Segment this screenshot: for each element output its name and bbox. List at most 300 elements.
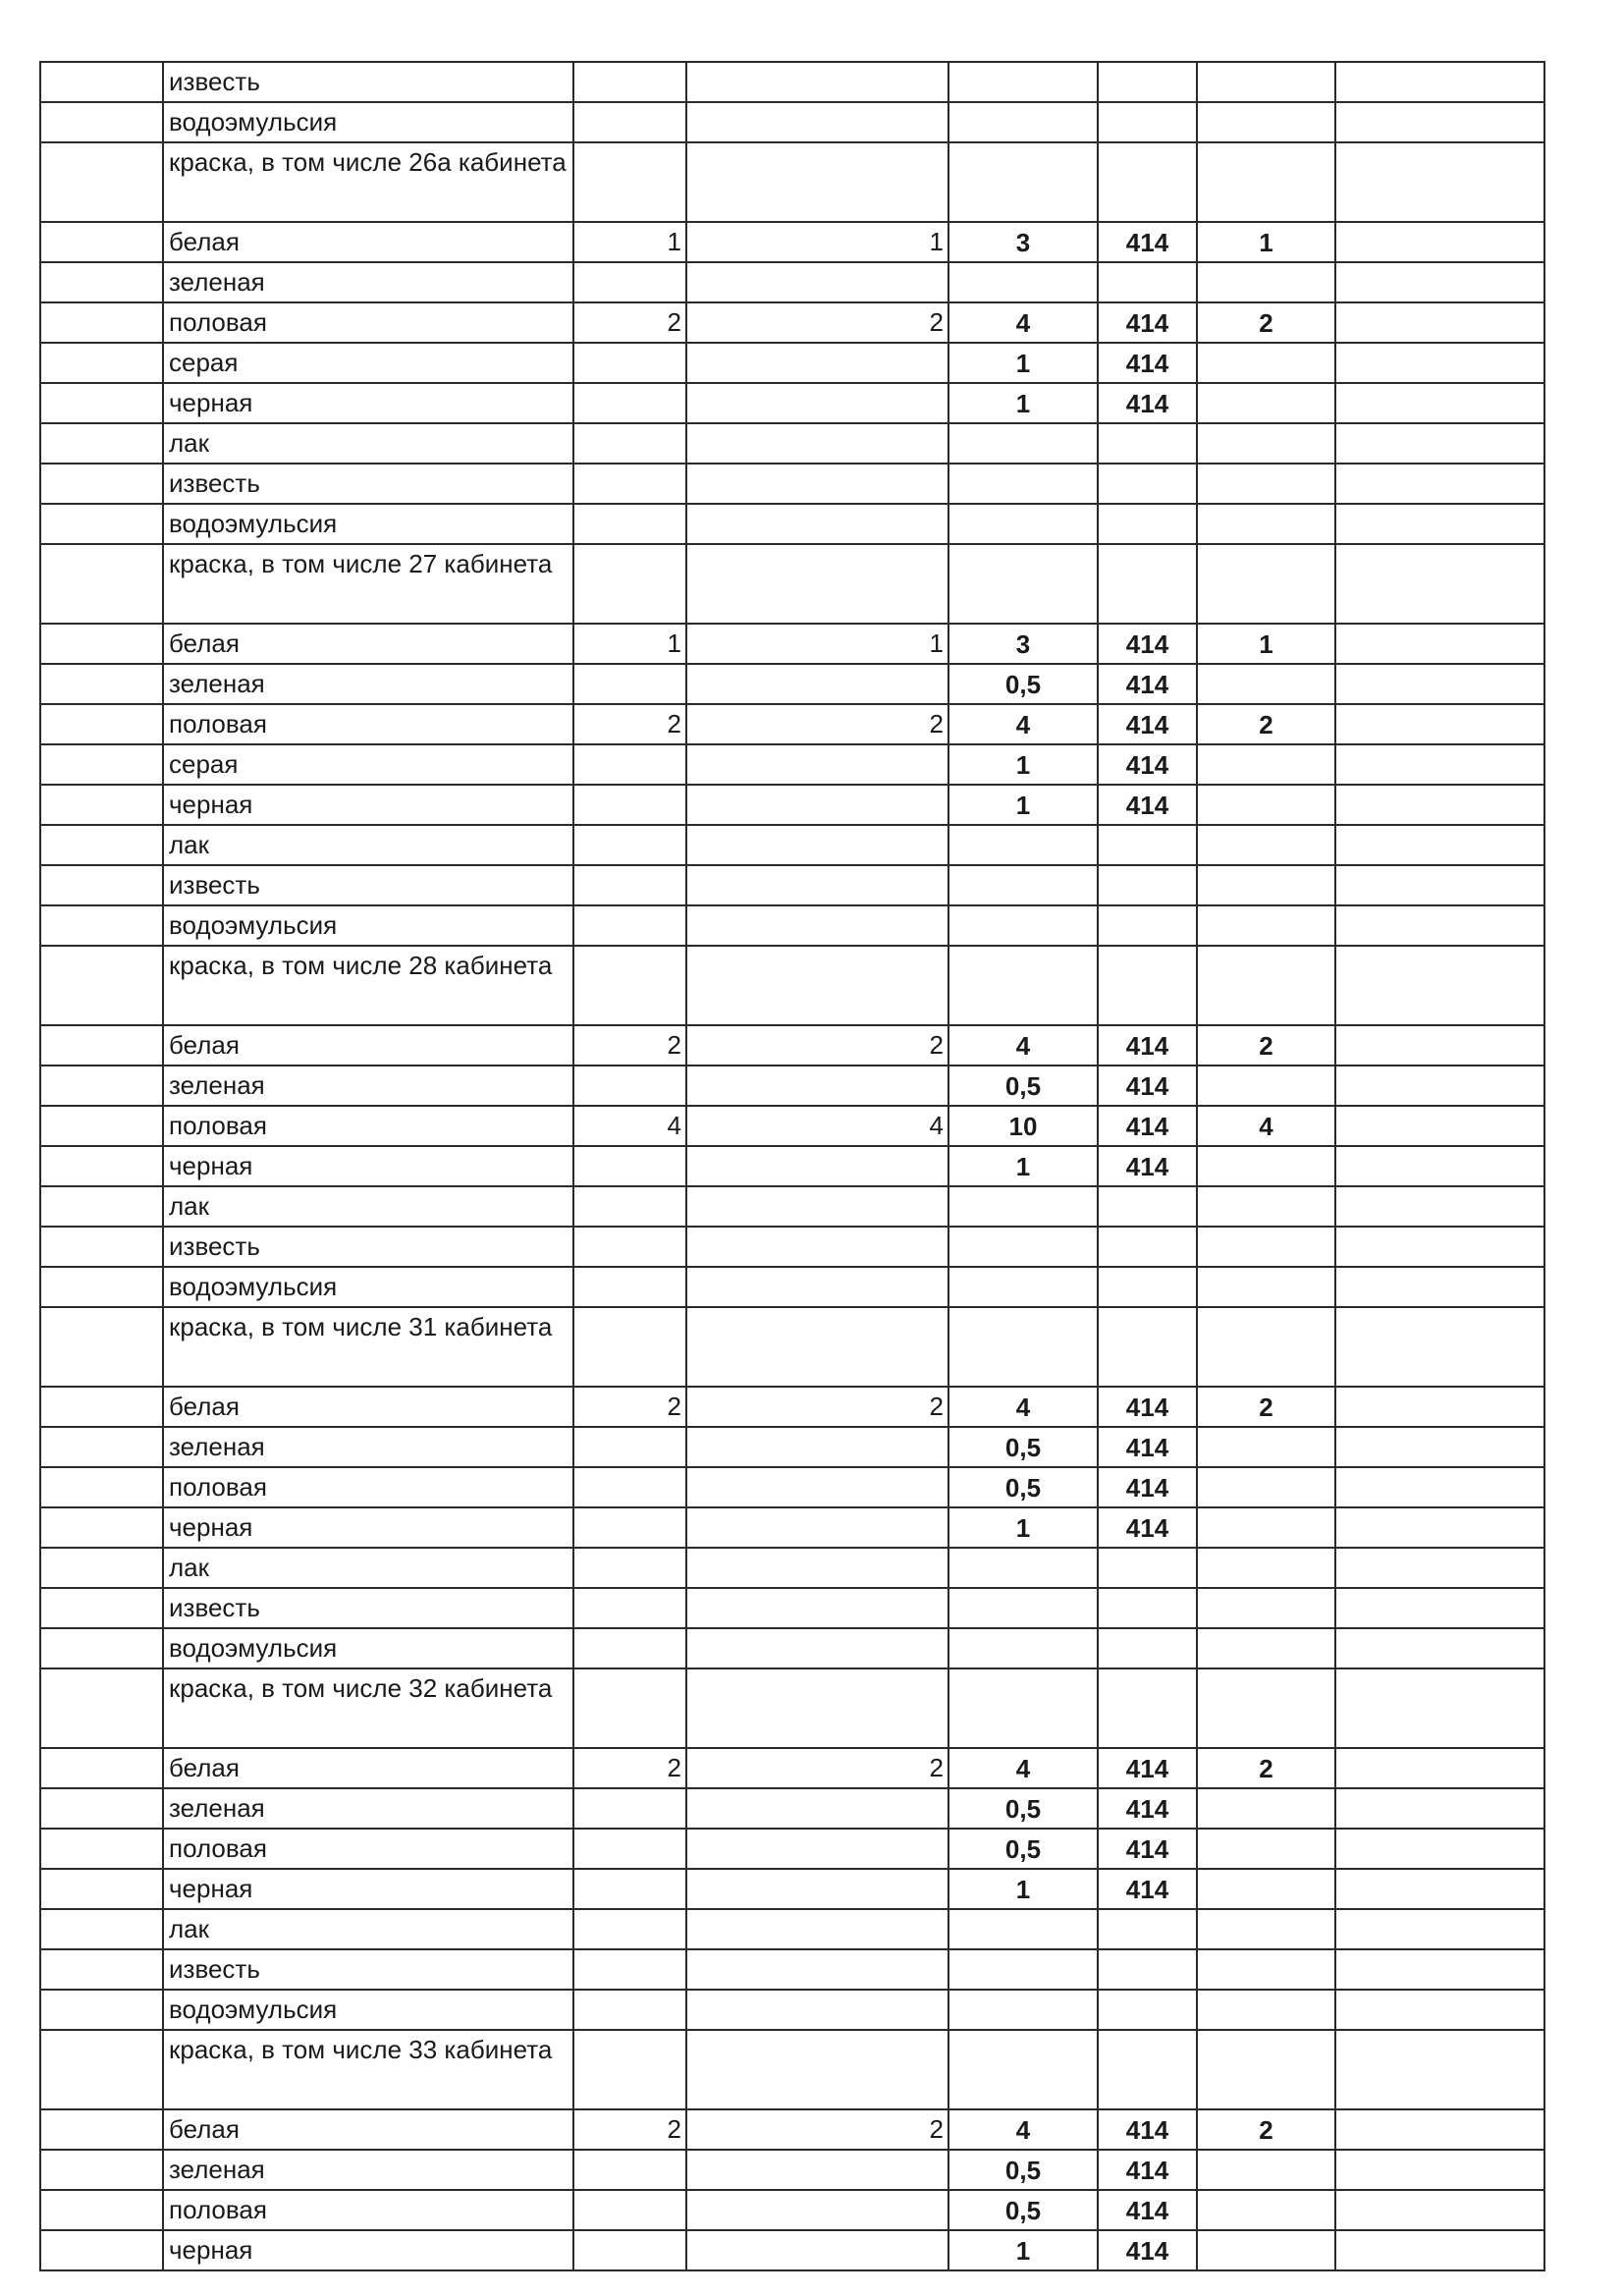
quantity-cell-b xyxy=(686,664,948,704)
table-row xyxy=(40,1066,1544,1106)
notes-cell xyxy=(1335,1227,1544,1267)
code-cell xyxy=(1098,1267,1197,1307)
quantity-cell-b xyxy=(686,1066,948,1106)
quantity-cell-b: 2 xyxy=(686,1025,948,1066)
quantity-cell-c: 1 xyxy=(948,744,1098,785)
table-row xyxy=(40,1668,1544,1748)
quantity-cell-c: 1 xyxy=(948,785,1098,825)
notes-cell xyxy=(1335,464,1544,504)
row-index-cell xyxy=(40,1909,163,1949)
quantity-cell-a xyxy=(573,142,686,222)
material-name-cell: краска, в том числе 28 кабинета xyxy=(163,946,573,1025)
code-cell: 414 xyxy=(1098,624,1197,664)
quantity-cell-a xyxy=(573,1507,686,1548)
code-cell: 414 xyxy=(1098,302,1197,343)
material-name-cell: черная xyxy=(163,785,573,825)
code-cell xyxy=(1098,423,1197,464)
material-name-cell: краска, в том числе 26а кабинета xyxy=(163,142,573,222)
row-index-cell xyxy=(40,423,163,464)
quantity-cell-d xyxy=(1197,504,1335,544)
quantity-cell-a xyxy=(573,2150,686,2190)
quantity-cell-b xyxy=(686,1949,948,1990)
material-name-cell: серая xyxy=(163,744,573,785)
quantity-cell-b xyxy=(686,825,948,865)
notes-cell xyxy=(1335,62,1544,102)
quantity-cell-d xyxy=(1197,1307,1335,1387)
quantity-cell-a: 2 xyxy=(573,704,686,744)
material-name-cell: зеленая xyxy=(163,1427,573,1467)
notes-cell xyxy=(1335,423,1544,464)
notes-cell xyxy=(1335,1267,1544,1307)
row-index-cell xyxy=(40,1949,163,1990)
quantity-cell-a xyxy=(573,1788,686,1829)
row-index-cell xyxy=(40,102,163,142)
quantity-cell-a xyxy=(573,1467,686,1507)
quantity-cell-a xyxy=(573,1949,686,1990)
material-name-cell: водоэмульсия xyxy=(163,102,573,142)
quantity-cell-d: 2 xyxy=(1197,1387,1335,1427)
row-index-cell xyxy=(40,142,163,222)
notes-cell xyxy=(1335,1909,1544,1949)
quantity-cell-c xyxy=(948,1227,1098,1267)
notes-cell xyxy=(1335,785,1544,825)
table-row xyxy=(40,262,1544,302)
table-row xyxy=(40,1025,1544,1066)
row-index-cell xyxy=(40,1427,163,1467)
row-index-cell xyxy=(40,1146,163,1186)
quantity-cell-c xyxy=(948,1668,1098,1748)
quantity-cell-b xyxy=(686,1307,948,1387)
notes-cell xyxy=(1335,825,1544,865)
code-cell xyxy=(1098,946,1197,1025)
row-index-cell xyxy=(40,1467,163,1507)
table-row xyxy=(40,744,1544,785)
row-index-cell xyxy=(40,1106,163,1146)
quantity-cell-c: 0,5 xyxy=(948,2190,1098,2230)
quantity-cell-b xyxy=(686,865,948,905)
notes-cell xyxy=(1335,1829,1544,1869)
table-row xyxy=(40,1829,1544,1869)
quantity-cell-a xyxy=(573,464,686,504)
quantity-cell-c xyxy=(948,62,1098,102)
quantity-cell-b xyxy=(686,1869,948,1909)
material-name-cell: лак xyxy=(163,1186,573,1227)
quantity-cell-b xyxy=(686,544,948,624)
quantity-cell-c xyxy=(948,946,1098,1025)
notes-cell xyxy=(1335,102,1544,142)
material-name-cell: водоэмульсия xyxy=(163,504,573,544)
material-name-cell: черная xyxy=(163,383,573,423)
notes-cell xyxy=(1335,1186,1544,1227)
code-cell: 414 xyxy=(1098,343,1197,383)
table-row xyxy=(40,1628,1544,1668)
quantity-cell-d xyxy=(1197,2150,1335,2190)
quantity-cell-a: 1 xyxy=(573,222,686,262)
row-index-cell xyxy=(40,744,163,785)
material-name-cell: зеленая xyxy=(163,664,573,704)
quantity-cell-d xyxy=(1197,102,1335,142)
quantity-cell-c: 0,5 xyxy=(948,1788,1098,1829)
quantity-cell-b xyxy=(686,905,948,946)
row-index-cell xyxy=(40,664,163,704)
quantity-cell-d xyxy=(1197,744,1335,785)
row-index-cell xyxy=(40,1668,163,1748)
material-name-cell: зеленая xyxy=(163,262,573,302)
quantity-cell-d xyxy=(1197,343,1335,383)
code-cell: 414 xyxy=(1098,1507,1197,1548)
code-cell xyxy=(1098,142,1197,222)
quantity-cell-b xyxy=(686,1628,948,1668)
row-index-cell xyxy=(40,1307,163,1387)
notes-cell xyxy=(1335,2030,1544,2109)
quantity-cell-a xyxy=(573,865,686,905)
quantity-cell-b xyxy=(686,62,948,102)
material-name-cell: лак xyxy=(163,825,573,865)
table-row xyxy=(40,1427,1544,1467)
quantity-cell-a xyxy=(573,744,686,785)
material-name-cell: половая xyxy=(163,1829,573,1869)
quantity-cell-d xyxy=(1197,946,1335,1025)
code-cell: 414 xyxy=(1098,2190,1197,2230)
quantity-cell-a xyxy=(573,1990,686,2030)
row-index-cell xyxy=(40,1025,163,1066)
material-name-cell: половая xyxy=(163,2190,573,2230)
material-name-cell: белая xyxy=(163,2109,573,2150)
quantity-cell-a xyxy=(573,1427,686,1467)
quantity-cell-d xyxy=(1197,865,1335,905)
quantity-cell-d xyxy=(1197,1467,1335,1507)
material-name-cell: известь xyxy=(163,1588,573,1628)
quantity-cell-d xyxy=(1197,1267,1335,1307)
notes-cell xyxy=(1335,704,1544,744)
code-cell xyxy=(1098,1588,1197,1628)
quantity-cell-c xyxy=(948,825,1098,865)
material-name-cell: черная xyxy=(163,1507,573,1548)
quantity-cell-c xyxy=(948,1990,1098,2030)
row-index-cell xyxy=(40,544,163,624)
row-index-cell xyxy=(40,1186,163,1227)
quantity-cell-c xyxy=(948,1548,1098,1588)
quantity-cell-a xyxy=(573,343,686,383)
notes-cell xyxy=(1335,1949,1544,1990)
table-row xyxy=(40,1869,1544,1909)
row-index-cell xyxy=(40,302,163,343)
table-row xyxy=(40,1106,1544,1146)
row-index-cell xyxy=(40,222,163,262)
row-index-cell xyxy=(40,1748,163,1788)
quantity-cell-d xyxy=(1197,142,1335,222)
notes-cell xyxy=(1335,544,1544,624)
row-index-cell xyxy=(40,1507,163,1548)
quantity-cell-b xyxy=(686,1507,948,1548)
quantity-cell-a xyxy=(573,2230,686,2270)
row-index-cell xyxy=(40,2190,163,2230)
quantity-cell-c xyxy=(948,1909,1098,1949)
code-cell xyxy=(1098,905,1197,946)
row-index-cell xyxy=(40,1869,163,1909)
table-row xyxy=(40,2230,1544,2270)
notes-cell xyxy=(1335,624,1544,664)
row-index-cell xyxy=(40,1829,163,1869)
quantity-cell-d xyxy=(1197,383,1335,423)
notes-cell xyxy=(1335,222,1544,262)
notes-cell xyxy=(1335,664,1544,704)
code-cell xyxy=(1098,1668,1197,1748)
code-cell xyxy=(1098,1186,1197,1227)
quantity-cell-a xyxy=(573,1829,686,1869)
quantity-cell-a xyxy=(573,544,686,624)
row-index-cell xyxy=(40,1990,163,2030)
code-cell xyxy=(1098,1628,1197,1668)
quantity-cell-c xyxy=(948,1267,1098,1307)
notes-cell xyxy=(1335,865,1544,905)
quantity-cell-c xyxy=(948,1307,1098,1387)
material-name-cell: белая xyxy=(163,1748,573,1788)
quantity-cell-b: 1 xyxy=(686,624,948,664)
quantity-cell-b: 4 xyxy=(686,1106,948,1146)
quantity-cell-c: 1 xyxy=(948,343,1098,383)
quantity-cell-c xyxy=(948,102,1098,142)
quantity-cell-b xyxy=(686,785,948,825)
quantity-cell-a: 1 xyxy=(573,624,686,664)
quantity-cell-b: 2 xyxy=(686,1748,948,1788)
inventory-table-sheet xyxy=(39,61,1543,2271)
quantity-cell-d xyxy=(1197,1146,1335,1186)
quantity-cell-d xyxy=(1197,423,1335,464)
code-cell xyxy=(1098,865,1197,905)
quantity-cell-c xyxy=(948,1186,1098,1227)
material-name-cell: известь xyxy=(163,865,573,905)
quantity-cell-b xyxy=(686,2190,948,2230)
material-name-cell: половая xyxy=(163,302,573,343)
quantity-cell-a: 2 xyxy=(573,1025,686,1066)
quantity-cell-d xyxy=(1197,1186,1335,1227)
row-index-cell xyxy=(40,504,163,544)
material-name-cell: известь xyxy=(163,464,573,504)
quantity-cell-b: 2 xyxy=(686,2109,948,2150)
quantity-cell-a xyxy=(573,1869,686,1909)
code-cell: 414 xyxy=(1098,2150,1197,2190)
material-name-cell: известь xyxy=(163,62,573,102)
quantity-cell-d xyxy=(1197,544,1335,624)
notes-cell xyxy=(1335,1628,1544,1668)
quantity-cell-d xyxy=(1197,1427,1335,1467)
quantity-cell-a xyxy=(573,1066,686,1106)
quantity-cell-b xyxy=(686,1909,948,1949)
table-row xyxy=(40,1227,1544,1267)
quantity-cell-d xyxy=(1197,1588,1335,1628)
row-index-cell xyxy=(40,624,163,664)
table-row xyxy=(40,865,1544,905)
quantity-cell-c: 3 xyxy=(948,624,1098,664)
material-name-cell: черная xyxy=(163,2230,573,2270)
quantity-cell-a xyxy=(573,1588,686,1628)
quantity-cell-a xyxy=(573,946,686,1025)
table-row xyxy=(40,1387,1544,1427)
table-row xyxy=(40,302,1544,343)
material-name-cell: известь xyxy=(163,1227,573,1267)
row-index-cell xyxy=(40,1227,163,1267)
quantity-cell-c xyxy=(948,464,1098,504)
notes-cell xyxy=(1335,2230,1544,2270)
quantity-cell-a xyxy=(573,1307,686,1387)
notes-cell xyxy=(1335,2190,1544,2230)
notes-cell xyxy=(1335,343,1544,383)
quantity-cell-d xyxy=(1197,785,1335,825)
quantity-cell-d: 2 xyxy=(1197,302,1335,343)
material-name-cell: зеленая xyxy=(163,1066,573,1106)
table-row xyxy=(40,1307,1544,1387)
table-row xyxy=(40,1788,1544,1829)
table-row xyxy=(40,383,1544,423)
code-cell: 414 xyxy=(1098,785,1197,825)
quantity-cell-d: 2 xyxy=(1197,1748,1335,1788)
quantity-cell-a xyxy=(573,504,686,544)
quantity-cell-c: 0,5 xyxy=(948,1427,1098,1467)
quantity-cell-c: 4 xyxy=(948,1748,1098,1788)
code-cell xyxy=(1098,1227,1197,1267)
quantity-cell-a: 4 xyxy=(573,1106,686,1146)
material-name-cell: краска, в том числе 33 кабинета xyxy=(163,2030,573,2109)
code-cell xyxy=(1098,1307,1197,1387)
table-row xyxy=(40,825,1544,865)
material-name-cell: белая xyxy=(163,1387,573,1427)
table-row xyxy=(40,1909,1544,1949)
notes-cell xyxy=(1335,1990,1544,2030)
quantity-cell-b xyxy=(686,946,948,1025)
quantity-cell-a xyxy=(573,1267,686,1307)
row-index-cell xyxy=(40,946,163,1025)
quantity-cell-c xyxy=(948,905,1098,946)
row-index-cell xyxy=(40,704,163,744)
quantity-cell-b xyxy=(686,1186,948,1227)
quantity-cell-c: 10 xyxy=(948,1106,1098,1146)
code-cell: 414 xyxy=(1098,1106,1197,1146)
quantity-cell-a xyxy=(573,1227,686,1267)
material-name-cell: черная xyxy=(163,1869,573,1909)
quantity-cell-b xyxy=(686,1427,948,1467)
quantity-cell-a xyxy=(573,383,686,423)
quantity-cell-a xyxy=(573,62,686,102)
material-name-cell: половая xyxy=(163,704,573,744)
quantity-cell-c: 0,5 xyxy=(948,2150,1098,2190)
code-cell: 414 xyxy=(1098,1748,1197,1788)
quantity-cell-a xyxy=(573,102,686,142)
quantity-cell-d xyxy=(1197,62,1335,102)
quantity-cell-b xyxy=(686,1788,948,1829)
code-cell xyxy=(1098,544,1197,624)
code-cell xyxy=(1098,62,1197,102)
quantity-cell-c xyxy=(948,544,1098,624)
quantity-cell-c xyxy=(948,1949,1098,1990)
notes-cell xyxy=(1335,262,1544,302)
quantity-cell-a xyxy=(573,1548,686,1588)
quantity-cell-b xyxy=(686,2150,948,2190)
quantity-cell-a xyxy=(573,785,686,825)
code-cell xyxy=(1098,1548,1197,1588)
quantity-cell-b xyxy=(686,383,948,423)
code-cell: 414 xyxy=(1098,744,1197,785)
quantity-cell-d xyxy=(1197,1066,1335,1106)
code-cell: 414 xyxy=(1098,1146,1197,1186)
quantity-cell-b xyxy=(686,2230,948,2270)
code-cell: 414 xyxy=(1098,222,1197,262)
quantity-cell-c: 4 xyxy=(948,1387,1098,1427)
quantity-cell-c xyxy=(948,504,1098,544)
quantity-cell-d xyxy=(1197,1507,1335,1548)
table-row xyxy=(40,102,1544,142)
row-index-cell xyxy=(40,343,163,383)
material-name-cell: половая xyxy=(163,1106,573,1146)
quantity-cell-c xyxy=(948,262,1098,302)
notes-cell xyxy=(1335,1387,1544,1427)
quantity-cell-c: 1 xyxy=(948,1869,1098,1909)
notes-cell xyxy=(1335,905,1544,946)
quantity-cell-c xyxy=(948,2030,1098,2109)
quantity-cell-c: 1 xyxy=(948,1507,1098,1548)
quantity-cell-b xyxy=(686,1990,948,2030)
quantity-cell-d xyxy=(1197,1949,1335,1990)
row-index-cell xyxy=(40,785,163,825)
row-index-cell xyxy=(40,2150,163,2190)
code-cell: 414 xyxy=(1098,704,1197,744)
row-index-cell xyxy=(40,1788,163,1829)
material-name-cell: лак xyxy=(163,423,573,464)
row-index-cell xyxy=(40,1588,163,1628)
code-cell: 414 xyxy=(1098,1788,1197,1829)
quantity-cell-d xyxy=(1197,1829,1335,1869)
notes-cell xyxy=(1335,1106,1544,1146)
table-row xyxy=(40,1467,1544,1507)
quantity-cell-b xyxy=(686,1146,948,1186)
code-cell: 414 xyxy=(1098,1066,1197,1106)
material-name-cell: половая xyxy=(163,1467,573,1507)
quantity-cell-b: 2 xyxy=(686,704,948,744)
quantity-cell-b xyxy=(686,343,948,383)
quantity-cell-d xyxy=(1197,1788,1335,1829)
quantity-cell-d: 1 xyxy=(1197,222,1335,262)
quantity-cell-c: 4 xyxy=(948,302,1098,343)
notes-cell xyxy=(1335,2150,1544,2190)
quantity-cell-b xyxy=(686,2030,948,2109)
material-name-cell: белая xyxy=(163,624,573,664)
row-index-cell xyxy=(40,2109,163,2150)
code-cell: 414 xyxy=(1098,2230,1197,2270)
table-row xyxy=(40,785,1544,825)
notes-cell xyxy=(1335,1307,1544,1387)
code-cell xyxy=(1098,1990,1197,2030)
code-cell xyxy=(1098,262,1197,302)
row-index-cell xyxy=(40,865,163,905)
material-name-cell: краска, в том числе 31 кабинета xyxy=(163,1307,573,1387)
code-cell: 414 xyxy=(1098,1467,1197,1507)
material-name-cell: лак xyxy=(163,1909,573,1949)
material-name-cell: зеленая xyxy=(163,1788,573,1829)
table-row xyxy=(40,946,1544,1025)
table-row xyxy=(40,704,1544,744)
quantity-cell-c: 0,5 xyxy=(948,1467,1098,1507)
material-name-cell: краска, в том числе 27 кабинета xyxy=(163,544,573,624)
notes-cell xyxy=(1335,1869,1544,1909)
table-row xyxy=(40,2150,1544,2190)
notes-cell xyxy=(1335,744,1544,785)
quantity-cell-c: 0,5 xyxy=(948,664,1098,704)
quantity-cell-a: 2 xyxy=(573,1748,686,1788)
material-name-cell: водоэмульсия xyxy=(163,1990,573,2030)
quantity-cell-c xyxy=(948,865,1098,905)
quantity-cell-a: 2 xyxy=(573,1387,686,1427)
code-cell: 414 xyxy=(1098,1869,1197,1909)
